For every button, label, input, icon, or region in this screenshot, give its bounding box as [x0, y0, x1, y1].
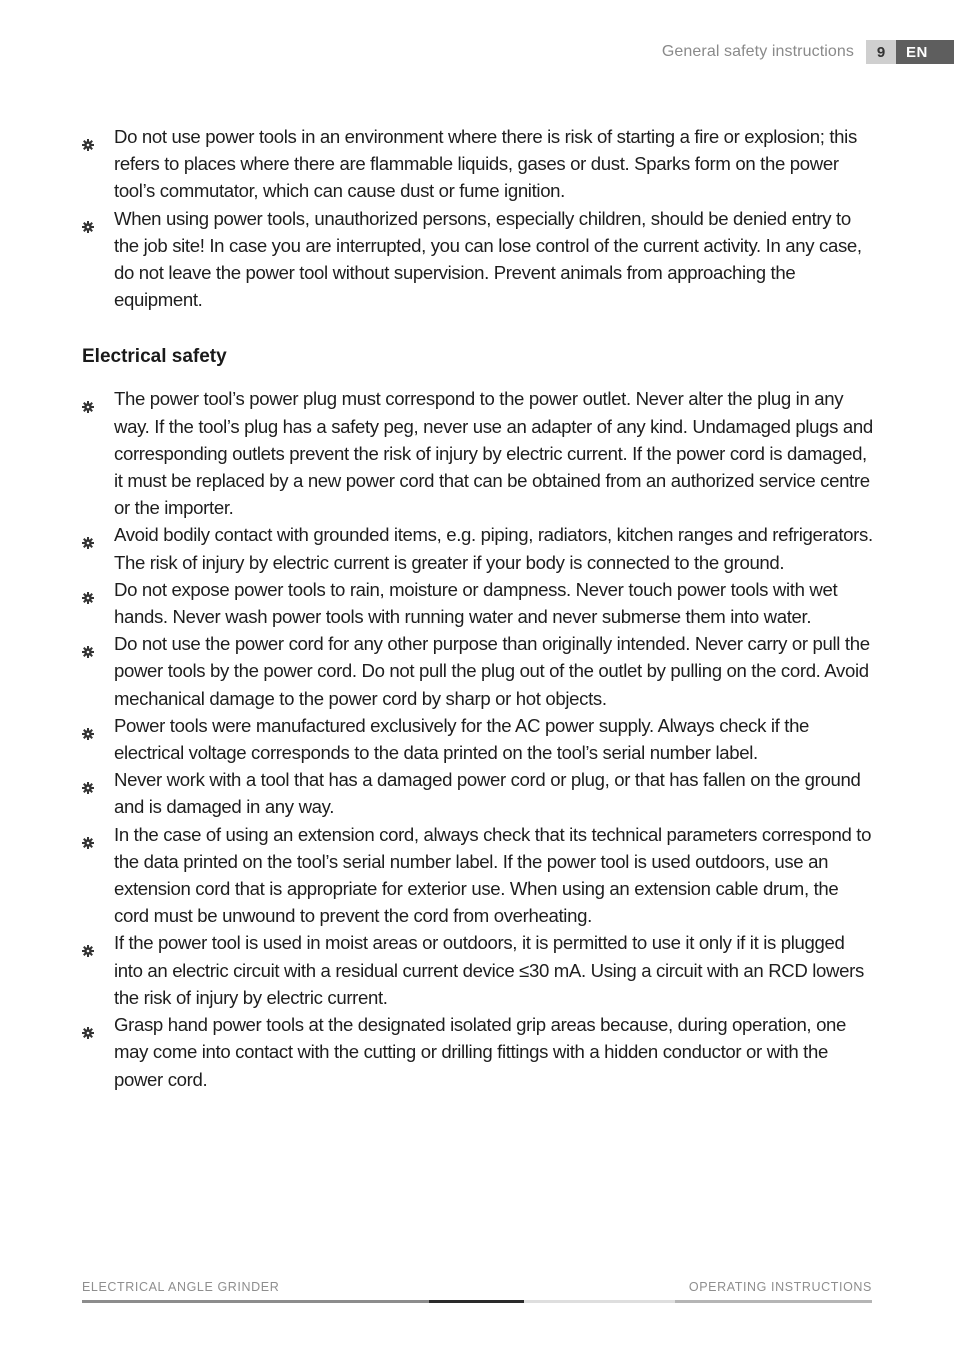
footer-rule-segment: [429, 1300, 524, 1303]
footer-doc-type: OPERATING INSTRUCTIONS: [688, 1280, 872, 1294]
top-bullet-list: [82, 123, 874, 313]
list-item-text: Avoid bodily contact with grounded items, e.g. piping, radiators, kitchen ranges and refrigerators. The risk of injury by electric current is greater if your body is connected to the ground.: [114, 524, 873, 573]
list-item-text: Grasp hand power tools at the designated isolated grip areas because, during operation, one may come into contact with the cutting or drilling fittings with a hidden conductor or with the power cord.: [114, 1014, 847, 1090]
list-item-text: When using power tools, unauthorized persons, especially children, should be denied entry to the job site! In case you are interrupted, you can lose control of the current activity. In any case, do not leave the power tool without supervision. Prevent animals from approaching the equipment.: [114, 207, 862, 311]
page-number: 9: [866, 40, 896, 64]
list-item-text: Do not use the power cord for any other purpose than originally intended. Never carry or pull the power tools by the power cord. Do not pull the plug out of the outlet by pulling on the cord. Avoid mechanical damage to the power cord by sharp or hot objects.: [114, 633, 870, 709]
section-heading: Electrical safety: [82, 346, 227, 368]
list-item-text: Do not expose power tools to rain, moisture or dampness. Never touch power tools with wet hands. Never wash power tools with running water and never submerse them into water.: [114, 578, 838, 628]
list-item: [82, 576, 874, 630]
list-item-text: Do not use power tools in an environment where there is risk of starting a fire or explosion; this refers to places where there are flammable liquids, gases or dust. Sparks form on the power tool’s commutator, which can cause dust or fume ignition.: [114, 126, 857, 202]
gear-bullet-icon: [82, 1019, 94, 1031]
gear-bullet-icon: [82, 638, 94, 650]
gear-bullet-icon: [82, 213, 94, 225]
list-item: [82, 630, 874, 712]
list-item-text: Never work with a tool that has a damaged power cord or plug, or that has fallen on the ground and is damaged in any way.: [114, 769, 861, 818]
page-header: [662, 40, 954, 64]
list-item-text: In the case of using an extension cord, always check that its technical parameters correspond to the data printed on the tool’s serial number label. If the power tool is used outdoors, use an extension cord that is appropriate for exterior use. When using an extension cable drum, the cord must be unwound to prevent the cord from overheating.: [114, 823, 872, 927]
list-item: [82, 123, 874, 205]
main-content: [82, 123, 874, 1093]
gear-bullet-icon: [82, 131, 94, 143]
gear-bullet-icon: [82, 720, 94, 732]
footer-product-name: ELECTRICAL ANGLE GRINDER: [82, 1280, 280, 1294]
footer-rule-segment: [524, 1300, 675, 1303]
gear-bullet-icon: [82, 393, 94, 405]
list-item-text: The power tool’s power plug must correspond to the power outlet. Never alter the plug in any way. If the tool’s plug has a safety peg, never use an adapter of any kind. Undamaged plugs and corresponding outlets prevent the risk of injury by electric current. If the power cord is damaged, it must be replaced by a new power cord that can be obtained from an authorized service centre or the importer.: [114, 388, 873, 519]
list-item-text: If the power tool is used in moist areas or outdoors, it is permitted to use it only if it is plugged into an electric circuit with a residual current device ≤30 mA. Using a circuit with an RCD lowers the risk of injury by electric current.: [114, 932, 864, 1008]
page-footer: [82, 1280, 872, 1304]
list-item-text: Power tools were manufactured exclusively for the AC power supply. Always check if the electrical voltage corresponds to the data printed on the tool’s serial number label.: [114, 714, 810, 764]
language-tab: EN: [896, 40, 954, 64]
footer-rule: [82, 1300, 872, 1304]
gear-bullet-icon: [82, 829, 94, 841]
section-title: General safety instructions: [661, 43, 854, 60]
footer-rule-segment: [675, 1300, 872, 1303]
list-item: [82, 205, 874, 314]
list-item: [82, 821, 874, 930]
footer-rule-segment: [82, 1300, 429, 1303]
list-item: [82, 929, 874, 1011]
electrical-bullet-list: [82, 385, 874, 1092]
list-item: [82, 712, 874, 766]
list-item: [82, 1011, 874, 1093]
list-item: [82, 766, 874, 820]
gear-bullet-icon: [82, 774, 94, 786]
gear-bullet-icon: [82, 937, 94, 949]
list-item: [82, 385, 874, 521]
list-item: [82, 521, 874, 575]
gear-bullet-icon: [82, 584, 94, 596]
gear-bullet-icon: [82, 529, 94, 541]
